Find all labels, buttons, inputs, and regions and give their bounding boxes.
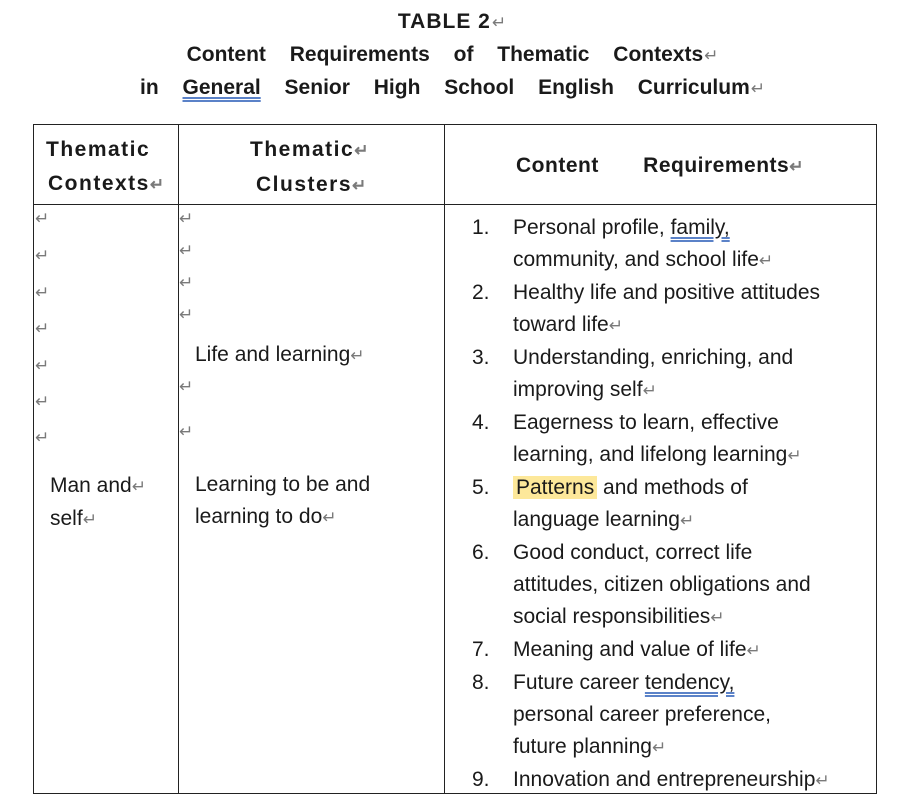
header-thematic-contexts: Thematic Contexts↵	[46, 138, 166, 195]
return-mark: ↵	[750, 79, 765, 98]
content-requirements-list	[472, 212, 882, 797]
table-title	[0, 6, 905, 105]
cluster-life-and-learning: Life and learning↵	[195, 343, 365, 366]
list-item: 7. Meaning and value of life↵	[472, 638, 761, 661]
underlined-text: family,	[670, 216, 730, 239]
list-item: 9. Innovation and entrepreneurship↵	[472, 768, 830, 791]
underlined-text: tendency,	[644, 671, 735, 694]
list-item: 4. Eagerness to learn, effective learning, and lifelong learning↵	[472, 411, 802, 466]
title-line-3: in General Senior High School English Curriculum↵	[140, 76, 765, 99]
header-content-requirements: Content Requirements↵	[516, 154, 804, 177]
underlined-word: General	[182, 76, 261, 99]
cluster-learning-to-be: Learning to be and learning to do↵	[195, 473, 371, 528]
return-mark: ↵	[491, 13, 508, 32]
column-divider	[444, 125, 445, 793]
context-man-and-self: Man and↵ self↵	[50, 474, 146, 530]
list-item: 5. Patterns and methods of language learning↵	[472, 476, 748, 531]
table-number: TABLE 2↵	[397, 10, 508, 33]
highlighted-word: Patterns	[513, 476, 597, 499]
list-item: 8. Future career tendency, personal career preference, future planning↵	[472, 671, 771, 758]
header-divider	[34, 204, 876, 205]
content-requirements-table: Thematic Contexts↵ Thematic↵ Clusters↵ Content Requirements↵ ↵ ↵ ↵ ↵ ↵ ↵ ↵ ↵ ↵ ↵ ↵ ↵ ↵ Man and↵ self↵ Life and learning↵ Learning to be and learning to do↵ 1. Personal profile, family, community, and school life↵ 2. Healthy life and positive attitudes toward life↵ 3. Understanding, enriching, and improving self↵ 4. Eagerness to learn, effective learning, and lifelong learning↵ 5. Patterns and methods of language learning↵ 6. Good conduct, correct life attitudes, citizen obligations and social responsibilities↵ 7. Meaning and value of life↵ 8. Future career tendency, personal career preference, future planning↵ 9. Innovation and entrepreneurship↵	[33, 124, 877, 794]
return-mark: ↵	[704, 46, 719, 65]
list-item: 6. Good conduct, correct life attitudes, citizen obligations and social responsibilities↵	[472, 541, 811, 628]
header-thematic-clusters: Thematic↵ Clusters↵	[250, 138, 370, 196]
list-item: 3. Understanding, enriching, and improving self↵	[472, 346, 794, 401]
list-item: 2. Healthy life and positive attitudes toward life↵	[472, 281, 821, 336]
title-line-2: Content Requirements of Thematic Contexts↵	[186, 43, 719, 66]
list-item: 1. Personal profile, family, community, and school life↵	[472, 216, 774, 271]
